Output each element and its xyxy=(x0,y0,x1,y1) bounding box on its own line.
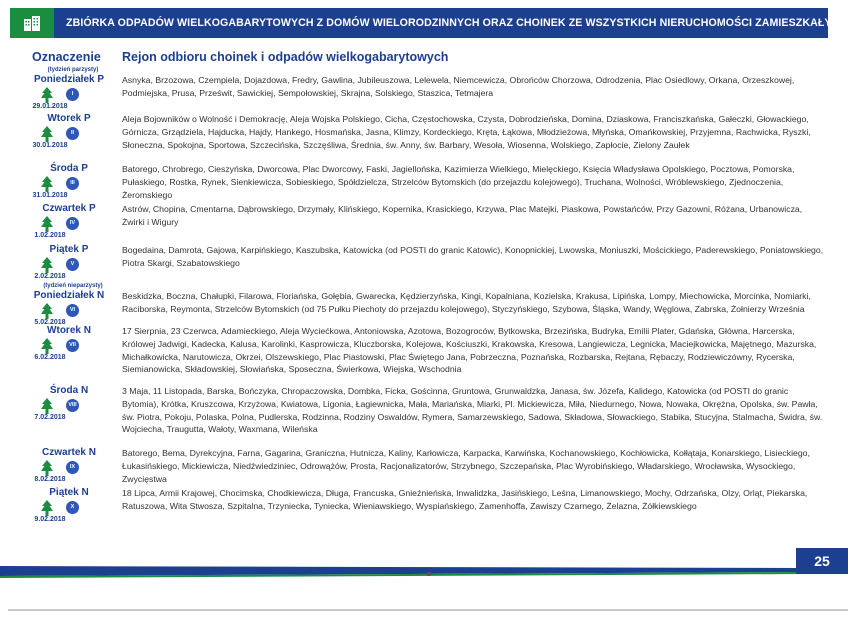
area-number-badge: I xyxy=(66,88,79,101)
christmas-tree-icon xyxy=(40,126,56,142)
schedule-row xyxy=(0,163,850,203)
area-number-badge: VI xyxy=(66,304,79,317)
area-column-header: Rejon odbioru choinek i odpadów wielkogabarytowych xyxy=(122,50,449,64)
collection-day: Poniedziałek N xyxy=(33,290,105,301)
area-number-badge: IV xyxy=(66,217,79,230)
collection-day: Wtorek P xyxy=(47,113,91,124)
week-parity-note: (tydzień parzysty) xyxy=(47,67,99,73)
area-number-badge: VIII xyxy=(66,399,79,412)
christmas-tree-icon xyxy=(40,460,56,476)
week-parity-note: (tydzień nieparzysty) xyxy=(43,283,103,289)
page-title: ZBIÓRKA ODPADÓW WIELKOGABARYTOWYCH Z DOMÓW WIELORODZINNYCH ORAZ CHOINEK ZE WSZYSTKICH NIERUCHOMOŚCI ZAMIESZKAŁYCH xyxy=(66,17,848,29)
christmas-tree-icon xyxy=(40,303,56,319)
collection-date: 30.01.2018 xyxy=(32,142,68,149)
christmas-tree-icon xyxy=(40,87,56,103)
area-number-badge: VII xyxy=(66,339,79,352)
building-icon xyxy=(23,15,41,31)
street-list: Astrów, Chopina, Cmentarna, Dąbrowskiego, Drzymały, Klińskiego, Kopernika, Krasickiego, Krzywa, Plac Matejki, Piaskowa, Powstańców, Przy Gazowni, Różana, Urbanowicza, Żwirki i Wigury xyxy=(122,204,803,227)
collection-day: Środa P xyxy=(50,163,88,174)
collection-date: 29.01.2018 xyxy=(32,103,68,110)
christmas-tree-icon xyxy=(40,257,56,273)
street-list: Aleja Bojowników o Wolność i Demokrację, Aleja Wojska Polskiego, Cicha, Częstochowska, Czysta, Dobrodzieńska, Domina, Dziaskowa, Franciszkańska, Gałeczki, Głowackiego, Górnicza, Grządziela, Hajducka, Hajdy, Hankego, Hosmańska, Jasna, Klimzy, Kordeckiego, Kręta, Łąkowa, Młodzieżowa, Młyńska, Omańkowskiej, Przyjemna, Rachwicka, Ryszki, Słoneczna, Spokojna, Sportowa, Szczecińska, Szczęśliwa, Średnia, św. Anny, św. Barbary, Wesoła, Wiosenna, Wolskiego, Zapłocie, Zielony Zaułek xyxy=(122,114,811,150)
christmas-tree-icon xyxy=(40,500,56,516)
street-list: Asnyka, Brzozowa, Czempiela, Dojazdowa, Fredry, Gawlina, Jubileuszowa, Lelewela, Niemcewicza, Obrońców Chorzowa, Odrodzenia, Plac Osiedlowy, Orkana, Orzeszkowej, Podmiejska, Prusa, Prześwit, Sawickiej, Sempołowskiej, Skrajna, Solskiego, Staszica, Tetmajera xyxy=(122,75,795,98)
area-number-badge: V xyxy=(66,258,79,271)
schedule-row xyxy=(0,67,850,113)
collection-date: 8.02.2018 xyxy=(34,476,66,483)
area-number-badge: II xyxy=(66,127,79,140)
page-header xyxy=(10,8,848,38)
collection-day: Piątek P xyxy=(49,244,89,255)
collection-day: Środa N xyxy=(49,385,89,396)
street-list: Batorego, Bema, Dyrekcyjna, Farna, Gagarina, Graniczna, Hutnicza, Kaliny, Karłowicza, Karpacka, Karwińska, Kochanowskiego, Kochłowicka, Kołłątaja, Konarskiego, Lisieckiego, Łukasińskiego, Mickiewicza, Niedźwiedziniec, Odrowążów, Prosta, Racjonalizatorów, Strzybnego, Szczepańska, Plac Wyrobińskiego, Władarskiego, Wrocławska, Wysockiego, Zwycięstwa xyxy=(122,448,810,484)
schedule-row xyxy=(0,113,850,163)
schedule-row xyxy=(0,203,850,244)
collection-date: 2.02.2018 xyxy=(34,273,66,280)
designation-column-header: Oznaczenie xyxy=(32,50,101,64)
street-list: Bogedaina, Damrota, Gajowa, Karpińskiego, Kaszubska, Katowicka (od POSTI do granic Katowic), Konopnickiej, Lwowska, Moniuszki, Mościckiego, Paderewskiego, Poniatowskiego, Piotra Skargi, Szabatowskiego xyxy=(122,245,824,268)
collection-day: Wtorek N xyxy=(47,325,91,336)
collection-date: 1.02.2018 xyxy=(34,232,66,239)
footer-stripe xyxy=(0,566,850,578)
collection-day: Czwartek N xyxy=(42,447,96,458)
schedule-row xyxy=(0,447,850,487)
street-list: 3 Maja, 11 Listopada, Barska, Bończyka, Chropaczowska, Dombka, Ficka, Gościnna, Gruntowa, Grunwaldzka, Janasa, św. Józefa, Kalidego, Katowicka (od POSTI do granic Bytomia), Krótka, Kruszcowa, Krzyżowa, Kwiatowa, Ligonia, Łagiewnicka, Mała, Mariańska, Miarki, Pl. Mickiewicza, Miła, Niedurnego, Nowa, Nowaka, Okrężna, Opolska, św. Pawła, św. Piotra, Pokoju, Polaska, Polna, Pudlerska, Rodzinna, Rodziny Oswaldów, Rymera, Samarzewskiego, Sadowa, Składowa, Słowackiego, Stabika, Stucyjna, Stalmacha, Świdra, św. Wojciecha, Traugutta, Wałoty, Waxmana, Wileńska xyxy=(122,386,823,435)
christmas-tree-icon xyxy=(40,338,56,354)
collection-date: 31.01.2018 xyxy=(32,192,68,199)
street-list: 17 Sierpnia, 23 Czerwca, Adamieckiego, Aleja Wyciećkowa, Antoniowska, Azotowa, Bozogroców, Bytkowska, Brzezińska, Budryka, Emilii Plater, Gdańska, Główna, Harcerska, Królowej Jadwigi, Kadecka, Kalusa, Karolinki, Kasprowicza, Kluczborska, Kolejowa, Kościuszki, Krakowska, Kresowa, Langiewicza, Legnicka, Maciejkowicka, Majętnego, Mazurska, Michałkowicka, Narutowicza, Okrzei, Olszewskiego, Plac Piastowski, Plac Świętego Jana, Pobrzeczna, Poznańska, Rozbarska, Rejtana, Rębaczy, Rodziewiczówny, Rycerska, Siemianowicka, Składowskiej, Słowiańska, Sposeczna, Świerkowa, Wiejska, Wschodnia xyxy=(122,326,817,375)
collection-date: 6.02.2018 xyxy=(34,354,66,361)
page-number: 25 xyxy=(796,548,848,574)
area-number-badge: III xyxy=(66,177,79,190)
collection-date: 7.02.2018 xyxy=(34,414,66,421)
collection-day: Piątek N xyxy=(49,487,89,498)
christmas-tree-icon xyxy=(40,398,56,414)
schedule-row xyxy=(0,385,850,447)
schedule-row xyxy=(0,244,850,283)
christmas-tree-icon xyxy=(40,176,56,192)
scan-mark xyxy=(426,572,432,576)
schedule-row xyxy=(0,283,850,325)
scan-edge-line xyxy=(8,609,848,611)
header-icon-box xyxy=(10,8,54,38)
area-number-badge: X xyxy=(66,501,79,514)
street-list: Batorego, Chrobrego, Cieszyńska, Dworcowa, Plac Dworcowy, Faski, Jagiellońska, Kazimierza Wielkiego, Mielęckiego, Księcia Władysława Opolskiego, Pocztowa, Pomorska, Pułaskiego, Rostka, Rynek, Sienkiewicza, Sobieskiego, Spółdzielcza, Strzelców Bytomskich (do przejazdu kolejowego), Truchana, Wolności, Wróblewskiego, Zjednoczenia, Żeromskiego xyxy=(122,164,795,200)
street-list: 18 Lipca, Armii Krajowej, Chocimska, Chodkiewicza, Długa, Francuska, Gnieźnieńska, Inwalidzka, Jasińskiego, Leśna, Limanowskiego, Mochy, Odrzańska, Olzy, Orląt, Piekarska, Ratuszowa, Wita Stwosza, Szpitalna, Trzyniecka, Tyniecka, Wieniawskiego, Wyspiańskiego, Zamenhoffa, Zawiszy Czarnego, Żelazna, Żółkiewskiego xyxy=(122,488,808,511)
christmas-tree-icon xyxy=(40,216,56,232)
collection-date: 9.02.2018 xyxy=(34,516,66,523)
collection-day: Czwartek P xyxy=(42,203,96,214)
schedule-row xyxy=(0,487,850,527)
street-list: Beskidzka, Boczna, Chałupki, Filarowa, Floriańska, Gołębia, Gwarecka, Kędzierzyńska, Kingi, Kopalniana, Kozielska, Krakusa, Lipińska, Lompy, Miechowicka, Morcinka, Nomiarki, Raciborska, Reymonta, Strzelców Bytomskich (od 75 Pułku Piechoty do przejazdu kolejowego), Styczyńskiego, Szybowa, Śląska, Wandy, Węglowa, Zabrska, Żołnierzy Września xyxy=(122,291,811,314)
schedule-row xyxy=(0,325,850,385)
collection-date: 5.02.2018 xyxy=(34,319,66,326)
area-number-badge: IX xyxy=(66,461,79,474)
collection-day: Poniedziałek P xyxy=(33,74,105,85)
